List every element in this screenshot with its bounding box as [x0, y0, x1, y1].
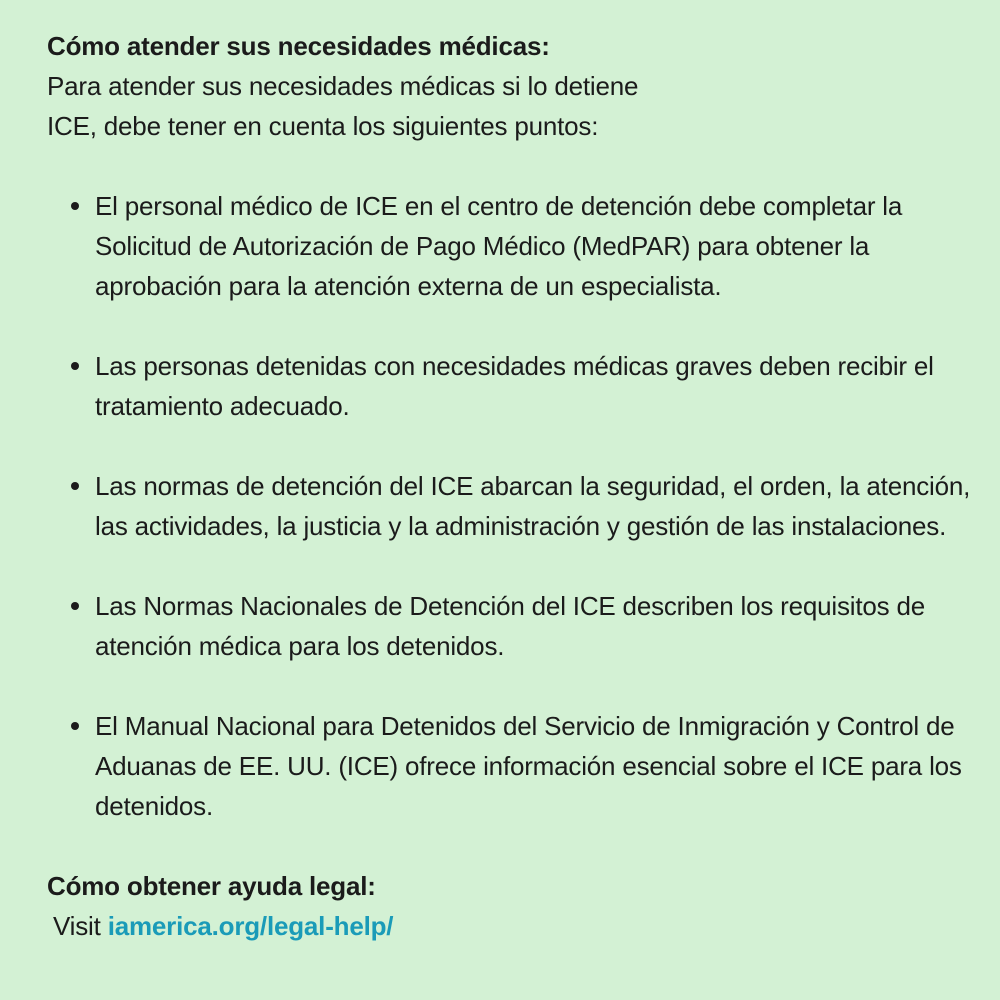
- bullet-icon: [71, 482, 79, 490]
- bullet-icon: [71, 602, 79, 610]
- list-item: [47, 466, 972, 546]
- visit-label: Visit: [53, 911, 101, 941]
- medical-points-list: [47, 186, 972, 826]
- bullet-icon: [71, 722, 79, 730]
- bullet-icon: [71, 362, 79, 370]
- medical-needs-heading: Cómo atender sus necesidades médicas:: [47, 31, 550, 61]
- list-item: [47, 346, 972, 426]
- legal-help-heading: Cómo obtener ayuda legal:: [47, 871, 376, 901]
- bullet-icon: [71, 202, 79, 210]
- visit-line: [47, 906, 972, 946]
- list-item-text: Las Normas Nacionales de Detención del ICE describen los requisitos de atención médica para los detenidos.: [95, 591, 925, 661]
- list-item: [47, 586, 972, 666]
- intro-text: [47, 66, 972, 146]
- legal-help-link[interactable]: iamerica.org/legal-help/: [107, 911, 394, 941]
- list-item: [47, 186, 972, 306]
- list-item: [47, 706, 972, 826]
- list-item-text: El personal médico de ICE en el centro de detención debe completar la Solicitud de Autorización de Pago Médico (MedPAR) para obtener la aprobación para la atención externa de un especialista.: [95, 191, 903, 301]
- intro-line-1: Para atender sus necesidades médicas si lo detiene: [47, 71, 639, 101]
- list-item-text: El Manual Nacional para Detenidos del Servicio de Inmigración y Control de Aduanas de EE. UU. (ICE) ofrece información esencial sobre el ICE para los detenidos.: [95, 711, 962, 821]
- intro-line-2: ICE, debe tener en cuenta los siguientes puntos:: [47, 111, 599, 141]
- list-item-text: Las personas detenidas con necesidades médicas graves deben recibir el tratamiento adecuado.: [95, 351, 934, 421]
- list-item-text: Las normas de detención del ICE abarcan la seguridad, el orden, la atención, las actividades, la justicia y la administración y gestión de las instalaciones.: [95, 471, 971, 541]
